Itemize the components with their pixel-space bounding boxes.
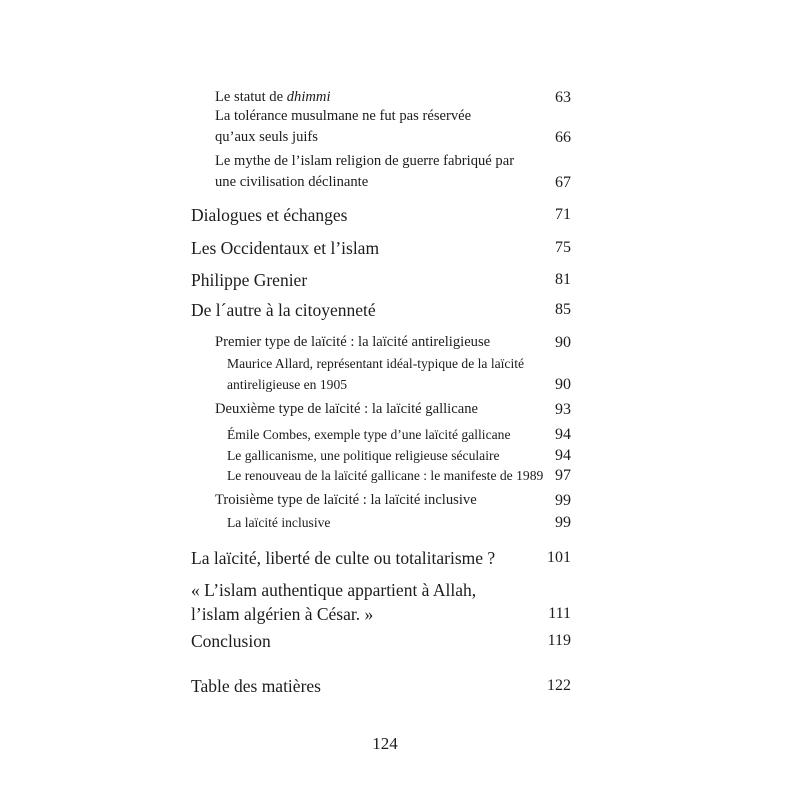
toc-chapter-title: Philippe Grenier bbox=[191, 270, 308, 290]
toc-entry-page: 63 bbox=[555, 89, 571, 106]
toc-entry bbox=[215, 152, 571, 192]
toc-section bbox=[215, 333, 571, 352]
toc-subsection-title: antireligieuse en 1905 bbox=[227, 377, 348, 392]
toc-section-title: Deuxième type de laïcité : la laïcité gallicane bbox=[215, 401, 478, 417]
toc-chapter-page: 81 bbox=[555, 271, 571, 288]
toc-chapter bbox=[191, 546, 571, 570]
toc-chapter bbox=[191, 674, 571, 698]
toc-subsection bbox=[227, 466, 571, 485]
toc-entry bbox=[215, 88, 571, 107]
toc-chapter bbox=[191, 578, 571, 626]
toc-chapter-title: Table des matières bbox=[191, 676, 321, 696]
toc-chapter-page: 111 bbox=[548, 605, 571, 622]
toc-section bbox=[215, 400, 571, 419]
toc-chapter-title: De l´autre à la citoyenneté bbox=[191, 300, 376, 320]
toc-entry-title-line: La tolérance musulmane ne fut pas réservée bbox=[215, 108, 472, 124]
toc-section-page: 90 bbox=[555, 334, 571, 351]
toc-chapter-page: 85 bbox=[555, 301, 571, 318]
toc-subsection-page: 94 bbox=[555, 447, 571, 464]
toc-section-page: 93 bbox=[555, 401, 571, 418]
toc-subsection-page: 99 bbox=[555, 514, 571, 531]
toc-subsection bbox=[227, 354, 571, 394]
toc-subsection-title: Le renouveau de la laïcité gallicane : le manifeste de 1989 bbox=[227, 468, 544, 483]
toc-chapter-title: Conclusion bbox=[191, 631, 271, 651]
toc-chapter-title: La laïcité, liberté de culte ou totalitarisme ? bbox=[191, 548, 496, 568]
toc-entry-title: une civilisation déclinante bbox=[215, 174, 369, 190]
page-number: 124 bbox=[372, 734, 398, 753]
toc-chapter bbox=[191, 268, 571, 292]
toc-subsection-title: La laïcité inclusive bbox=[227, 515, 331, 530]
toc-entry-title: qu’aux seuls juifs bbox=[215, 129, 318, 145]
toc-entry-title-line: Le mythe de l’islam religion de guerre fabriqué par bbox=[215, 153, 515, 169]
toc-subsection-title: Le gallicanisme, une politique religieuse séculaire bbox=[227, 448, 500, 463]
toc-chapter bbox=[191, 629, 571, 653]
toc-chapter-title: l’islam algérien à César. » bbox=[191, 604, 374, 624]
toc-entry-title-italic: dhimmi bbox=[286, 89, 331, 105]
toc-chapter-title-line: « L’islam authentique appartient à Allah, bbox=[191, 580, 477, 600]
toc-chapter-page: 122 bbox=[547, 677, 571, 694]
toc-chapter-page: 101 bbox=[547, 549, 571, 566]
toc-chapter-title: Les Occidentaux et l’islam bbox=[191, 238, 380, 258]
toc-section-title: Premier type de laïcité : la laïcité antireligieuse bbox=[215, 334, 491, 350]
toc-subsection-title-line: Maurice Allard, représentant idéal-typique de la laïcité bbox=[227, 356, 525, 371]
toc-subsection-page: 97 bbox=[555, 467, 571, 484]
toc-subsection-page: 94 bbox=[555, 426, 571, 443]
toc-subsection-page: 90 bbox=[555, 376, 571, 393]
toc-entry-page: 66 bbox=[555, 129, 571, 146]
toc-chapter-page: 119 bbox=[547, 632, 571, 649]
toc-section-title: Troisième type de laïcité : la laïcité inclusive bbox=[215, 492, 477, 508]
toc-entry-page: 67 bbox=[555, 174, 571, 191]
toc-section-page: 99 bbox=[555, 492, 571, 509]
toc-entry-title: Le statut de bbox=[215, 89, 287, 105]
toc-subsection bbox=[227, 425, 571, 444]
toc-chapter-title: Dialogues et échanges bbox=[191, 205, 348, 225]
toc-chapter-page: 75 bbox=[555, 239, 571, 256]
toc-chapter-page: 71 bbox=[555, 206, 571, 223]
toc-subsection bbox=[227, 513, 571, 532]
toc-section bbox=[215, 491, 571, 510]
toc-chapter bbox=[191, 203, 571, 227]
toc-subsection bbox=[227, 446, 571, 465]
toc-entry bbox=[215, 107, 571, 147]
toc-chapter bbox=[191, 236, 571, 260]
toc-subsection-title: Émile Combes, exemple type d’une laïcité gallicane bbox=[227, 427, 511, 442]
toc-chapter bbox=[191, 298, 571, 322]
